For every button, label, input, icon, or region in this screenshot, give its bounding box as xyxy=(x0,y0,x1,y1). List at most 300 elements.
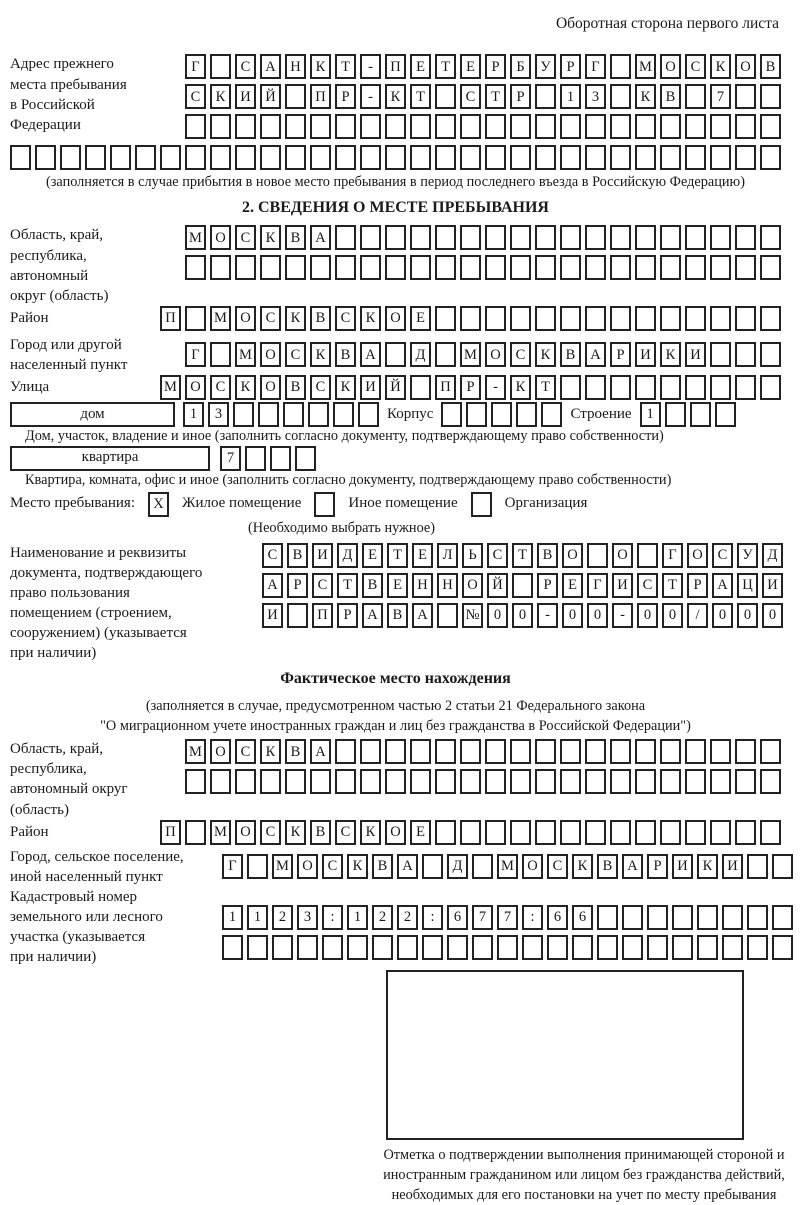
char-cell[interactable]: Г xyxy=(587,573,608,598)
char-cell[interactable] xyxy=(512,573,533,598)
char-cell[interactable] xyxy=(610,225,631,250)
char-cell[interactable] xyxy=(585,114,606,139)
char-cell[interactable] xyxy=(685,114,706,139)
char-cell[interactable] xyxy=(510,114,531,139)
char-cell[interactable] xyxy=(310,145,331,170)
char-cell[interactable]: С xyxy=(310,375,331,400)
char-cell[interactable] xyxy=(735,145,756,170)
char-cell[interactable] xyxy=(610,255,631,280)
char-cell[interactable] xyxy=(610,820,631,845)
char-cell[interactable]: А xyxy=(397,854,418,879)
char-cell[interactable] xyxy=(560,145,581,170)
char-cell[interactable] xyxy=(360,225,381,250)
char-cell[interactable] xyxy=(385,225,406,250)
char-cell[interactable] xyxy=(385,255,406,280)
char-cell[interactable]: 3 xyxy=(208,402,229,427)
char-cell[interactable] xyxy=(735,114,756,139)
char-cell[interactable]: - xyxy=(612,603,633,628)
char-cell[interactable] xyxy=(358,402,379,427)
checkbox-organization[interactable] xyxy=(471,492,492,517)
char-cell[interactable]: 1 xyxy=(640,402,661,427)
char-cell[interactable]: К xyxy=(360,306,381,331)
char-cell[interactable] xyxy=(485,769,506,794)
char-cell[interactable]: С xyxy=(185,84,206,109)
char-cell[interactable] xyxy=(535,225,556,250)
char-cell[interactable] xyxy=(760,820,781,845)
char-cell[interactable] xyxy=(285,145,306,170)
char-cell[interactable] xyxy=(460,739,481,764)
char-cell[interactable] xyxy=(560,375,581,400)
char-cell[interactable] xyxy=(210,114,231,139)
char-cell[interactable]: С xyxy=(335,306,356,331)
char-cell[interactable] xyxy=(260,255,281,280)
char-cell[interactable]: Е xyxy=(412,543,433,568)
char-cell[interactable]: К xyxy=(285,306,306,331)
char-cell[interactable]: А xyxy=(362,603,383,628)
char-cell[interactable] xyxy=(422,935,443,960)
char-cell[interactable] xyxy=(760,84,781,109)
char-cell[interactable] xyxy=(760,255,781,280)
char-cell[interactable]: О xyxy=(260,342,281,367)
char-cell[interactable]: 1 xyxy=(183,402,204,427)
char-cell[interactable]: С xyxy=(285,342,306,367)
char-cell[interactable]: К xyxy=(660,342,681,367)
char-cell[interactable] xyxy=(516,402,537,427)
char-cell[interactable] xyxy=(435,769,456,794)
char-cell[interactable] xyxy=(665,402,686,427)
char-cell[interactable] xyxy=(760,739,781,764)
char-cell[interactable] xyxy=(560,739,581,764)
char-cell[interactable] xyxy=(535,84,556,109)
char-cell[interactable] xyxy=(472,854,493,879)
char-cell[interactable] xyxy=(610,375,631,400)
char-cell[interactable] xyxy=(222,935,243,960)
char-cell[interactable]: М xyxy=(185,739,206,764)
char-cell[interactable] xyxy=(360,255,381,280)
char-cell[interactable] xyxy=(372,935,393,960)
char-cell[interactable]: И xyxy=(235,84,256,109)
char-cell[interactable]: И xyxy=(360,375,381,400)
char-cell[interactable]: И xyxy=(672,854,693,879)
char-cell[interactable] xyxy=(585,739,606,764)
char-cell[interactable]: И xyxy=(762,573,783,598)
char-cell[interactable]: С xyxy=(235,54,256,79)
char-cell[interactable]: Р xyxy=(335,84,356,109)
char-cell[interactable]: А xyxy=(622,854,643,879)
char-cell[interactable]: О xyxy=(462,573,483,598)
char-cell[interactable] xyxy=(685,225,706,250)
char-cell[interactable]: И xyxy=(685,342,706,367)
char-cell[interactable] xyxy=(397,935,418,960)
char-cell[interactable]: / xyxy=(687,603,708,628)
char-cell[interactable]: М xyxy=(210,820,231,845)
char-cell[interactable]: С xyxy=(260,306,281,331)
char-cell[interactable] xyxy=(547,935,568,960)
char-cell[interactable] xyxy=(760,342,781,367)
char-cell[interactable]: И xyxy=(722,854,743,879)
char-cell[interactable]: П xyxy=(385,54,406,79)
char-cell[interactable]: Е xyxy=(387,573,408,598)
char-cell[interactable]: Й xyxy=(487,573,508,598)
char-cell[interactable]: 3 xyxy=(585,84,606,109)
char-cell[interactable]: 7 xyxy=(710,84,731,109)
char-cell[interactable]: О xyxy=(260,375,281,400)
char-cell[interactable]: А xyxy=(310,739,331,764)
char-cell[interactable]: Д xyxy=(447,854,468,879)
char-cell[interactable]: Н xyxy=(437,573,458,598)
char-cell[interactable] xyxy=(690,402,711,427)
char-cell[interactable] xyxy=(110,145,131,170)
char-cell[interactable] xyxy=(535,114,556,139)
char-cell[interactable] xyxy=(760,375,781,400)
char-cell[interactable] xyxy=(585,375,606,400)
char-cell[interactable] xyxy=(485,739,506,764)
char-cell[interactable]: О xyxy=(687,543,708,568)
char-cell[interactable] xyxy=(685,306,706,331)
char-cell[interactable]: В xyxy=(660,84,681,109)
char-cell[interactable] xyxy=(635,145,656,170)
char-cell[interactable] xyxy=(410,739,431,764)
char-cell[interactable] xyxy=(335,225,356,250)
char-cell[interactable] xyxy=(185,820,206,845)
char-cell[interactable]: Г xyxy=(222,854,243,879)
char-cell[interactable] xyxy=(335,145,356,170)
char-cell[interactable] xyxy=(210,255,231,280)
char-cell[interactable]: О xyxy=(522,854,543,879)
char-cell[interactable] xyxy=(735,820,756,845)
char-cell[interactable]: О xyxy=(385,820,406,845)
char-cell[interactable]: Е xyxy=(410,820,431,845)
char-cell[interactable] xyxy=(735,769,756,794)
char-cell[interactable]: Е xyxy=(410,54,431,79)
char-cell[interactable]: П xyxy=(160,820,181,845)
char-cell[interactable]: О xyxy=(235,306,256,331)
char-cell[interactable] xyxy=(435,225,456,250)
char-cell[interactable]: В xyxy=(310,820,331,845)
char-cell[interactable]: О xyxy=(235,820,256,845)
char-cell[interactable] xyxy=(685,375,706,400)
char-cell[interactable] xyxy=(245,446,266,471)
char-cell[interactable] xyxy=(735,225,756,250)
char-cell[interactable]: М xyxy=(272,854,293,879)
char-cell[interactable] xyxy=(760,145,781,170)
char-cell[interactable]: 0 xyxy=(762,603,783,628)
char-cell[interactable]: 2 xyxy=(397,905,418,930)
char-cell[interactable]: П xyxy=(160,306,181,331)
char-cell[interactable]: О xyxy=(612,543,633,568)
char-cell[interactable]: 1 xyxy=(222,905,243,930)
char-cell[interactable]: М xyxy=(160,375,181,400)
char-cell[interactable]: К xyxy=(310,342,331,367)
char-cell[interactable] xyxy=(685,255,706,280)
char-cell[interactable]: В xyxy=(760,54,781,79)
char-cell[interactable] xyxy=(710,820,731,845)
char-cell[interactable] xyxy=(660,255,681,280)
char-cell[interactable] xyxy=(335,114,356,139)
char-cell[interactable]: Н xyxy=(412,573,433,598)
char-cell[interactable]: Р xyxy=(610,342,631,367)
char-cell[interactable]: Р xyxy=(560,54,581,79)
char-cell[interactable]: О xyxy=(562,543,583,568)
char-cell[interactable] xyxy=(333,402,354,427)
char-cell[interactable]: № xyxy=(462,603,483,628)
char-cell[interactable]: А xyxy=(262,573,283,598)
char-cell[interactable]: : xyxy=(422,905,443,930)
char-cell[interactable]: Р xyxy=(287,573,308,598)
char-cell[interactable] xyxy=(697,905,718,930)
char-cell[interactable]: К xyxy=(285,820,306,845)
char-cell[interactable] xyxy=(260,769,281,794)
char-cell[interactable]: Д xyxy=(762,543,783,568)
char-cell[interactable]: 0 xyxy=(587,603,608,628)
char-cell[interactable] xyxy=(347,935,368,960)
char-cell[interactable]: К xyxy=(385,84,406,109)
char-cell[interactable]: 6 xyxy=(547,905,568,930)
char-cell[interactable]: В xyxy=(362,573,383,598)
char-cell[interactable] xyxy=(460,114,481,139)
char-cell[interactable] xyxy=(622,905,643,930)
char-cell[interactable] xyxy=(610,145,631,170)
char-cell[interactable] xyxy=(285,255,306,280)
char-cell[interactable] xyxy=(747,854,768,879)
char-cell[interactable]: В xyxy=(372,854,393,879)
char-cell[interactable] xyxy=(385,739,406,764)
char-cell[interactable] xyxy=(485,255,506,280)
char-cell[interactable] xyxy=(710,342,731,367)
char-cell[interactable] xyxy=(270,446,291,471)
char-cell[interactable] xyxy=(685,84,706,109)
char-cell[interactable]: Т xyxy=(512,543,533,568)
char-cell[interactable]: Р xyxy=(647,854,668,879)
char-cell[interactable] xyxy=(622,935,643,960)
char-cell[interactable]: Т xyxy=(410,84,431,109)
char-cell[interactable] xyxy=(635,769,656,794)
char-cell[interactable]: А xyxy=(412,603,433,628)
char-cell[interactable]: С xyxy=(235,739,256,764)
char-cell[interactable]: Е xyxy=(460,54,481,79)
char-cell[interactable] xyxy=(285,84,306,109)
char-cell[interactable] xyxy=(710,739,731,764)
checkbox-residential[interactable]: X xyxy=(148,492,169,517)
char-cell[interactable] xyxy=(647,905,668,930)
char-cell[interactable]: И xyxy=(635,342,656,367)
char-cell[interactable] xyxy=(560,114,581,139)
char-cell[interactable]: Д xyxy=(337,543,358,568)
char-cell[interactable] xyxy=(437,603,458,628)
char-cell[interactable]: Т xyxy=(335,54,356,79)
char-cell[interactable] xyxy=(560,306,581,331)
char-cell[interactable] xyxy=(385,145,406,170)
char-cell[interactable] xyxy=(760,225,781,250)
char-cell[interactable] xyxy=(135,145,156,170)
char-cell[interactable] xyxy=(635,306,656,331)
char-cell[interactable] xyxy=(747,905,768,930)
char-cell[interactable] xyxy=(410,255,431,280)
char-cell[interactable]: Й xyxy=(260,84,281,109)
char-cell[interactable]: И xyxy=(262,603,283,628)
char-cell[interactable] xyxy=(735,342,756,367)
char-cell[interactable]: С xyxy=(510,342,531,367)
char-cell[interactable] xyxy=(585,820,606,845)
char-cell[interactable] xyxy=(360,114,381,139)
char-cell[interactable] xyxy=(485,145,506,170)
char-cell[interactable]: С xyxy=(637,573,658,598)
char-cell[interactable]: 6 xyxy=(572,905,593,930)
char-cell[interactable]: В xyxy=(285,225,306,250)
char-cell[interactable] xyxy=(760,769,781,794)
char-cell[interactable]: В xyxy=(287,543,308,568)
char-cell[interactable] xyxy=(760,114,781,139)
char-cell[interactable]: 0 xyxy=(662,603,683,628)
char-cell[interactable] xyxy=(672,905,693,930)
char-cell[interactable] xyxy=(772,905,793,930)
char-cell[interactable] xyxy=(560,225,581,250)
char-cell[interactable]: И xyxy=(612,573,633,598)
char-cell[interactable]: 0 xyxy=(737,603,758,628)
char-cell[interactable] xyxy=(185,769,206,794)
char-cell[interactable]: 1 xyxy=(347,905,368,930)
char-cell[interactable] xyxy=(485,225,506,250)
char-cell[interactable] xyxy=(660,820,681,845)
char-cell[interactable] xyxy=(235,255,256,280)
char-cell[interactable] xyxy=(185,114,206,139)
char-cell[interactable]: А xyxy=(585,342,606,367)
char-cell[interactable] xyxy=(435,342,456,367)
char-cell[interactable] xyxy=(260,145,281,170)
char-cell[interactable] xyxy=(210,769,231,794)
char-cell[interactable] xyxy=(635,820,656,845)
char-cell[interactable] xyxy=(697,935,718,960)
char-cell[interactable] xyxy=(635,255,656,280)
char-cell[interactable]: 3 xyxy=(297,905,318,930)
char-cell[interactable] xyxy=(710,114,731,139)
char-cell[interactable]: П xyxy=(310,84,331,109)
char-cell[interactable] xyxy=(485,820,506,845)
char-cell[interactable] xyxy=(272,935,293,960)
char-cell[interactable]: С xyxy=(487,543,508,568)
char-cell[interactable] xyxy=(435,820,456,845)
char-cell[interactable] xyxy=(735,255,756,280)
char-cell[interactable]: Т xyxy=(535,375,556,400)
char-cell[interactable]: С xyxy=(210,375,231,400)
char-cell[interactable]: : xyxy=(322,905,343,930)
char-cell[interactable]: Е xyxy=(410,306,431,331)
char-cell[interactable] xyxy=(435,255,456,280)
char-cell[interactable] xyxy=(285,769,306,794)
char-cell[interactable]: П xyxy=(435,375,456,400)
char-cell[interactable] xyxy=(710,255,731,280)
char-cell[interactable]: В xyxy=(560,342,581,367)
char-cell[interactable] xyxy=(685,820,706,845)
char-cell[interactable] xyxy=(322,935,343,960)
char-cell[interactable]: О xyxy=(185,375,206,400)
char-cell[interactable] xyxy=(735,84,756,109)
char-cell[interactable] xyxy=(772,854,793,879)
char-cell[interactable] xyxy=(610,84,631,109)
char-cell[interactable] xyxy=(185,145,206,170)
char-cell[interactable]: 2 xyxy=(272,905,293,930)
char-cell[interactable] xyxy=(410,114,431,139)
char-cell[interactable] xyxy=(585,306,606,331)
char-cell[interactable] xyxy=(435,739,456,764)
char-cell[interactable]: С xyxy=(322,854,343,879)
char-cell[interactable]: К xyxy=(360,820,381,845)
char-cell[interactable] xyxy=(310,114,331,139)
char-cell[interactable] xyxy=(710,769,731,794)
char-cell[interactable] xyxy=(672,935,693,960)
char-cell[interactable] xyxy=(287,603,308,628)
char-cell[interactable] xyxy=(335,769,356,794)
char-cell[interactable]: А xyxy=(260,54,281,79)
char-cell[interactable] xyxy=(466,402,487,427)
char-cell[interactable] xyxy=(637,543,658,568)
char-cell[interactable] xyxy=(385,769,406,794)
char-cell[interactable]: Т xyxy=(662,573,683,598)
char-cell[interactable]: О xyxy=(210,739,231,764)
char-cell[interactable]: 7 xyxy=(472,905,493,930)
char-cell[interactable]: В xyxy=(387,603,408,628)
char-cell[interactable] xyxy=(535,820,556,845)
char-cell[interactable] xyxy=(35,145,56,170)
char-cell[interactable] xyxy=(610,306,631,331)
char-cell[interactable]: : xyxy=(522,905,543,930)
char-cell[interactable] xyxy=(285,114,306,139)
char-cell[interactable]: С xyxy=(312,573,333,598)
char-cell[interactable] xyxy=(735,306,756,331)
char-cell[interactable] xyxy=(385,114,406,139)
char-cell[interactable] xyxy=(535,769,556,794)
char-cell[interactable] xyxy=(510,225,531,250)
char-cell[interactable] xyxy=(335,739,356,764)
char-cell[interactable]: - xyxy=(360,54,381,79)
char-cell[interactable]: И xyxy=(312,543,333,568)
char-cell[interactable] xyxy=(660,306,681,331)
char-cell[interactable] xyxy=(710,145,731,170)
char-cell[interactable]: Г xyxy=(585,54,606,79)
char-cell[interactable] xyxy=(410,145,431,170)
char-cell[interactable] xyxy=(460,769,481,794)
char-cell[interactable] xyxy=(485,114,506,139)
char-cell[interactable]: В xyxy=(285,375,306,400)
char-cell[interactable]: К xyxy=(697,854,718,879)
char-cell[interactable] xyxy=(410,375,431,400)
char-cell[interactable] xyxy=(283,402,304,427)
char-cell[interactable]: 2 xyxy=(372,905,393,930)
char-cell[interactable]: К xyxy=(347,854,368,879)
char-cell[interactable] xyxy=(460,255,481,280)
char-cell[interactable] xyxy=(335,255,356,280)
char-cell[interactable] xyxy=(635,225,656,250)
char-cell[interactable]: 0 xyxy=(512,603,533,628)
char-cell[interactable] xyxy=(410,225,431,250)
char-cell[interactable]: К xyxy=(210,84,231,109)
char-cell[interactable] xyxy=(385,342,406,367)
char-cell[interactable] xyxy=(760,306,781,331)
char-cell[interactable]: - xyxy=(537,603,558,628)
char-cell[interactable]: Т xyxy=(485,84,506,109)
char-cell[interactable]: О xyxy=(735,54,756,79)
char-cell[interactable] xyxy=(635,114,656,139)
char-cell[interactable]: В xyxy=(597,854,618,879)
char-cell[interactable] xyxy=(710,375,731,400)
char-cell[interactable]: О xyxy=(385,306,406,331)
char-cell[interactable] xyxy=(585,145,606,170)
char-cell[interactable] xyxy=(660,739,681,764)
char-cell[interactable] xyxy=(585,225,606,250)
char-cell[interactable] xyxy=(560,820,581,845)
char-cell[interactable] xyxy=(258,402,279,427)
char-cell[interactable] xyxy=(660,114,681,139)
